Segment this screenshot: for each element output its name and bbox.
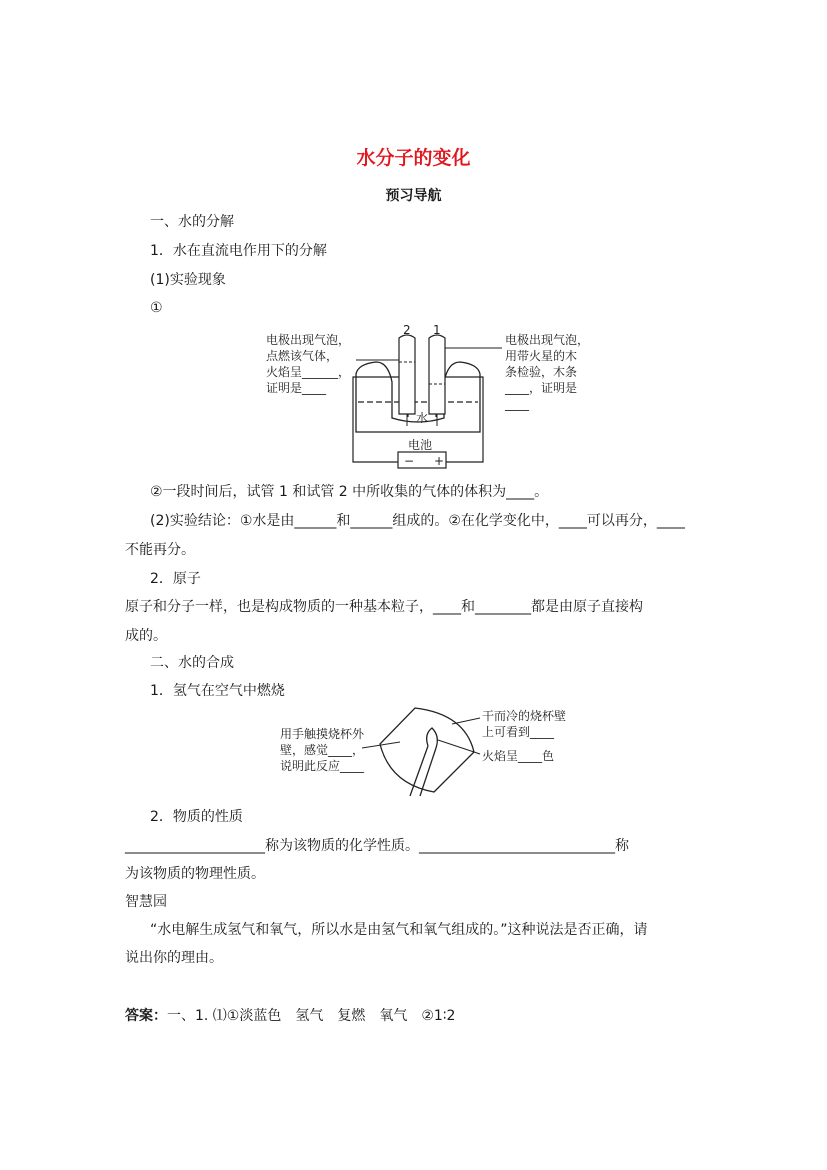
hydrogen-combustion-diagram xyxy=(270,704,610,804)
conclusion-line-1: (2)实验结论：①水是由______和______组成的。②在化学变化中，____可以再分，____ xyxy=(150,513,685,529)
battery-minus: − xyxy=(404,454,415,468)
electrolysis-diagram xyxy=(258,322,598,474)
question-volume-ratio: ②一段时间后，试管 1 和试管 2 中所收集的气体的体积为____。 xyxy=(150,484,549,500)
item-phenomenon: (1)实验现象 xyxy=(150,272,226,288)
conclusion-line-2: 不能再分。 xyxy=(125,542,195,558)
item-atom: 2．原子 xyxy=(150,571,201,587)
fig2-flame-label: 火焰呈____色 xyxy=(482,749,555,763)
properties-line-2: 为该物质的物理性质。 xyxy=(125,866,265,882)
water-label: 水 xyxy=(416,411,429,425)
atom-text-line-1: 原子和分子一样，也是构成物质的一种基本粒子，____和________都是由原子直接构 xyxy=(125,599,643,615)
properties-line-1: ____________________称为该物质的化学性质。____________________________称 xyxy=(125,838,629,854)
fig2-left-label: 用手触摸烧杯外 壁，感觉____， 说明此反应____ xyxy=(280,727,365,773)
heading-synthesis: 二、水的合成 xyxy=(150,655,234,671)
question-line-2: 说出你的理由。 xyxy=(125,950,223,966)
fig1-left-label: 电极出现气泡， 点燃该气体， 火焰呈______， 证明是____ xyxy=(266,333,351,395)
fig1-right-label: 电极出现气泡， 用带火星的木 条检验，木条 ____，证明是 ____ xyxy=(505,333,590,411)
marker-circle-1: ① xyxy=(150,300,163,316)
item-electrolysis: 1．水在直流电作用下的分解 xyxy=(150,243,327,259)
battery-plus: + xyxy=(434,454,445,468)
section-subtitle: 预习导航 xyxy=(385,188,442,204)
answer-text: 一、1. ⑴①淡蓝色 氢气 复燃 氧气 ②1∶2 xyxy=(167,1008,456,1024)
page-title: 水分子的变化 xyxy=(356,147,471,169)
heading-decomposition: 一、水的分解 xyxy=(150,214,234,230)
question-line-1: “水电解生成氢气和氧气，所以水是由氢气和氧气组成的。”这种说法是否正确，请 xyxy=(150,922,648,938)
atom-text-line-2: 成的。 xyxy=(125,628,167,644)
item-properties: 2．物质的性质 xyxy=(150,809,243,825)
tube-1-label: 1 xyxy=(433,323,441,337)
answer-line xyxy=(125,1006,455,1026)
heading-wisdom-garden: 智慧园 xyxy=(125,894,167,910)
item-hydrogen-burning: 1．氢气在空气中燃烧 xyxy=(150,683,285,699)
answer-label: 答案： xyxy=(125,1008,167,1024)
tube-2-label: 2 xyxy=(403,323,411,337)
battery-label: 电池 xyxy=(408,438,433,452)
fig2-right-label: 干而冷的烧杯壁 上可看到____ xyxy=(482,709,567,739)
